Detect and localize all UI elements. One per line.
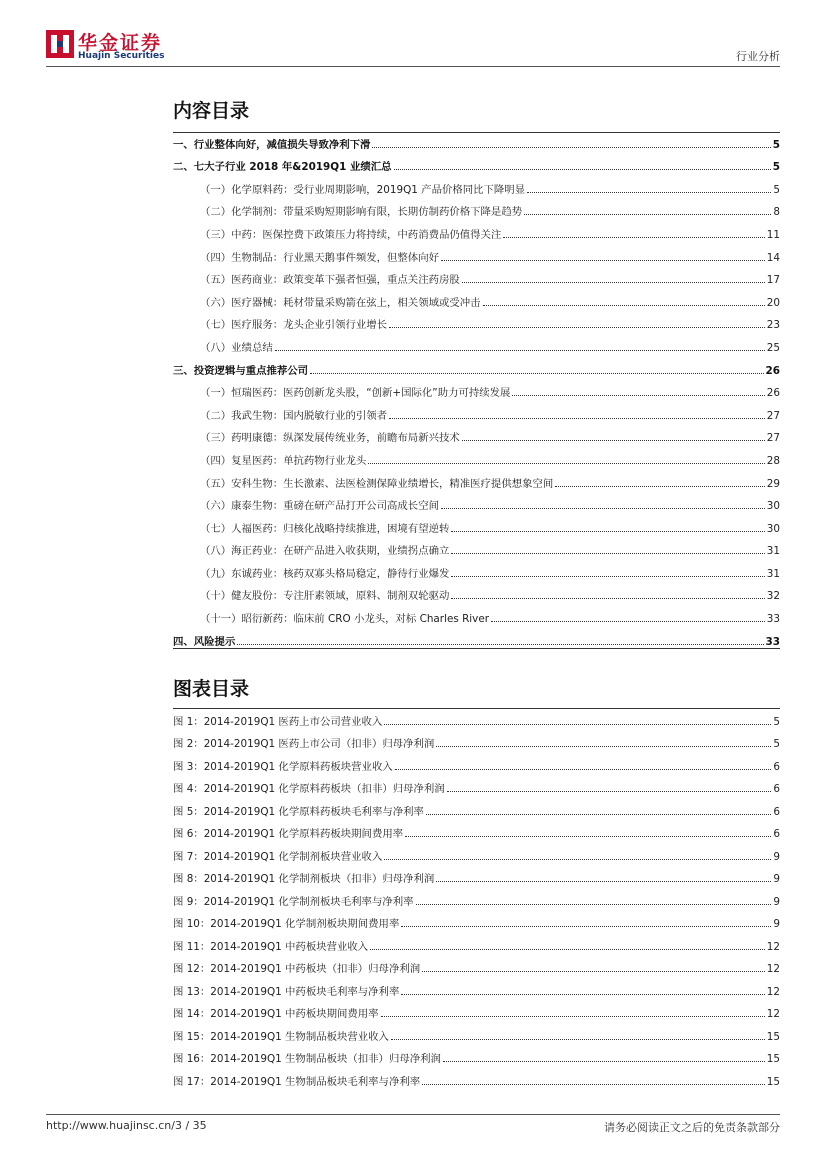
toc-entry[interactable]	[173, 512, 780, 535]
toc-entry-page: 31	[766, 567, 780, 580]
toc-entry[interactable]	[173, 602, 780, 625]
toc-entry-page: 26	[765, 364, 780, 377]
figure-entry-page: 9	[773, 873, 780, 885]
dot-leader	[527, 192, 771, 193]
dot-leader	[275, 350, 765, 351]
brand-name-en: Huajin Securities	[78, 51, 165, 61]
dot-leader	[368, 463, 765, 464]
toc-entry-text: （二）我武生物：国内脱敏行业的引领者	[200, 409, 388, 422]
figure-entry-page: 12	[766, 963, 780, 975]
toc-entry[interactable]	[173, 467, 780, 490]
dot-leader	[555, 486, 764, 487]
dot-leader	[405, 836, 771, 837]
figure-entry[interactable]	[173, 998, 780, 1021]
toc-list	[173, 128, 780, 648]
figure-entry-page: 9	[773, 918, 780, 930]
toc-entry[interactable]	[173, 309, 780, 332]
toc-entry-text: （七）人福医药：归核化战略持续推进，困境有望逆转	[200, 522, 450, 535]
dot-leader	[416, 904, 772, 905]
toc-entry-page: 8	[773, 206, 780, 219]
dot-leader	[451, 598, 764, 599]
toc-entry-text: （二）化学制剂：带量采购短期影响有限，长期仿制药价格下降是趋势	[200, 206, 523, 219]
dot-leader	[436, 746, 771, 747]
figure-entry[interactable]	[173, 840, 780, 863]
dot-leader	[389, 327, 765, 328]
dot-leader	[462, 282, 765, 283]
toc-entry-text: （八）海正药业：在研产品进入收获期，业绩拐点确立	[200, 545, 450, 558]
dot-leader	[384, 724, 771, 725]
huajin-logo-icon	[46, 30, 74, 58]
figure-entry-text: 图 8：2014-2019Q1 化学制剂板块（扣非）归母净利润	[173, 873, 435, 885]
figure-entry-page: 6	[773, 783, 780, 795]
figure-entry-text: 图 11：2014-2019Q1 中药板块营业收入	[173, 940, 369, 953]
toc-entry-page: 17	[766, 274, 780, 287]
toc-entry-page: 33	[765, 635, 780, 648]
figure-entry[interactable]	[173, 1043, 780, 1066]
toc-entry-text: （六）康泰生物：重磅在研产品打开公司高成长空间	[200, 500, 439, 513]
toc-entry[interactable]	[173, 264, 780, 287]
figure-entry-page: 15	[766, 1030, 780, 1043]
dot-leader	[381, 1016, 765, 1017]
toc-entry-page: 11	[766, 228, 780, 241]
dot-leader	[441, 508, 765, 509]
figure-entry-text: 图 2：2014-2019Q1 医药上市公司（扣非）归母净利润	[173, 738, 435, 750]
toc-entry-page: 5	[772, 161, 780, 174]
dot-leader	[389, 418, 765, 419]
figure-entry-text: 图 13：2014-2019Q1 中药板块毛利率与净利率	[173, 985, 400, 998]
figure-entry[interactable]	[173, 975, 780, 998]
dot-leader	[426, 814, 771, 815]
toc-entry[interactable]	[173, 286, 780, 309]
dot-leader	[401, 926, 771, 927]
figure-entry-page: 15	[766, 1075, 780, 1088]
toc-entry[interactable]	[173, 625, 780, 648]
toc-entry-text: （四）复星医药：单抗药物行业龙头	[200, 454, 367, 467]
figure-entry-page: 6	[773, 805, 780, 818]
figure-entry-page: 12	[766, 985, 780, 998]
dot-leader	[395, 769, 772, 770]
toc-entry[interactable]	[173, 354, 780, 377]
toc-entry[interactable]	[173, 151, 780, 174]
figure-entry[interactable]	[173, 908, 780, 931]
toc-entry-text: 四、风险提示	[173, 635, 236, 648]
figure-entry-text: 图 16：2014-2019Q1 生物制品板块（扣非）归母净利润	[173, 1053, 441, 1065]
toc-entry-page: 5	[773, 183, 780, 196]
toc-entry-text: 三、投资逻辑与重点推荐公司	[173, 364, 309, 377]
toc-entry-text: （十一）昭衍新药：临床前 CRO 小龙头，对标 Charles River	[200, 613, 489, 626]
figure-entry-text: 图 5：2014-2019Q1 化学原料药板块毛利率与净利率	[173, 805, 424, 818]
dot-leader	[441, 260, 765, 261]
toc-entry-page: 5	[772, 138, 780, 151]
toc-entry[interactable]	[173, 173, 780, 196]
figure-entry-text: 图 14：2014-2019Q1 中药板块期间费用率	[173, 1008, 379, 1020]
toc-entry[interactable]	[173, 331, 780, 354]
toc-entry-page: 31	[766, 545, 780, 558]
dot-leader	[422, 971, 765, 972]
figure-entry[interactable]	[173, 863, 780, 886]
toc-entry-text: 二、七大子行业 2018 年&2019Q1 业绩汇总	[173, 161, 392, 174]
toc-entry[interactable]	[173, 444, 780, 467]
figure-entry[interactable]	[173, 1065, 780, 1088]
dot-leader	[451, 553, 764, 554]
figure-entry-page: 12	[766, 940, 780, 953]
toc-entry-text: （三）中药：医保控费下政策压力将持续，中药消费品仍值得关注	[200, 228, 502, 241]
figures-list	[173, 705, 780, 1088]
figure-entry-text: 图 17：2014-2019Q1 生物制品板块毛利率与净利率	[173, 1075, 421, 1088]
toc-entry[interactable]	[173, 490, 780, 513]
toc-entry-page: 30	[766, 500, 780, 513]
toc-entry[interactable]	[173, 535, 780, 558]
figure-entry[interactable]	[173, 728, 780, 751]
footer-url[interactable]: http://www.huajinsc.cn/3 / 35	[46, 1119, 207, 1132]
figure-entry-page: 5	[773, 738, 780, 750]
toc-entry-text: （三）药明康德：纵深发展传统业务，前瞻布局新兴技术	[200, 432, 460, 445]
toc-entry-text: （一）化学原料药：受行业周期影响，2019Q1 产品价格同比下降明显	[200, 183, 526, 196]
figure-entry-page: 15	[766, 1053, 780, 1065]
toc-entry[interactable]	[173, 196, 780, 219]
figure-entry-page: 5	[773, 715, 780, 728]
toc-entry-page: 28	[766, 454, 780, 467]
figure-entry[interactable]	[173, 818, 780, 841]
figure-entry-text: 图 4：2014-2019Q1 化学原料药板块（扣非）归母净利润	[173, 783, 445, 795]
toc-bottom-rule	[173, 648, 780, 649]
toc-entry-text: （十）健友股份：专注肝素领域，原料、制剂双轮驱动	[200, 590, 450, 603]
figure-entry-page: 12	[766, 1008, 780, 1020]
toc-entry[interactable]	[173, 422, 780, 445]
figure-entry-text: 图 12：2014-2019Q1 中药板块（扣非）归母净利润	[173, 963, 421, 975]
figure-entry-page: 6	[773, 760, 780, 773]
figure-entry-text: 图 3：2014-2019Q1 化学原料药板块营业收入	[173, 760, 393, 773]
toc-entry-page: 32	[766, 590, 780, 603]
header-divider	[46, 66, 780, 67]
footer-disclaimer: 请务必阅读正文之后的免责条款部分	[604, 1121, 780, 1134]
figure-entry[interactable]	[173, 773, 780, 796]
toc-entry-page: 26	[766, 387, 780, 400]
toc-entry-page: 33	[766, 613, 780, 626]
toc-entry-page: 27	[766, 409, 780, 422]
toc-entry-text: 一、行业整体向好，减值损失导致净利下滑	[173, 138, 371, 151]
figure-entry-text: 图 7：2014-2019Q1 化学制剂板块营业收入	[173, 850, 383, 863]
toc-title: 内容目录	[173, 100, 250, 122]
toc-entry-text: （八）业绩总结	[200, 341, 273, 354]
figure-entry[interactable]	[173, 1020, 780, 1043]
toc-entry-text: （六）医疗器械：耗材带量采购箭在弦上，相关领域或受冲击	[200, 296, 481, 309]
report-type: 行业分析	[736, 50, 780, 63]
dot-leader	[512, 395, 764, 396]
toc-entry-text: （五）安科生物：生长激素、法医检测保障业绩增长，精准医疗提供想象空间	[200, 477, 554, 490]
figures-title: 图表目录	[173, 678, 250, 700]
toc-entry[interactable]	[173, 580, 780, 603]
dot-leader	[483, 305, 765, 306]
dot-leader	[394, 169, 771, 170]
toc-entry-text: （九）东诚药业：核药双寡头格局稳定，静待行业爆发	[200, 567, 450, 580]
toc-entry-page: 23	[766, 319, 780, 332]
toc-entry-text: （五）医药商业：政策变革下强者恒强，重点关注药房股	[200, 274, 460, 287]
figure-entry[interactable]	[173, 705, 780, 728]
figure-entry-page: 9	[773, 850, 780, 863]
toc-entry-page: 25	[766, 341, 780, 354]
figure-entry[interactable]	[173, 953, 780, 976]
toc-entry-text: （七）医疗服务：龙头企业引领行业增长	[200, 319, 388, 332]
dot-leader	[524, 214, 771, 215]
page-header	[46, 26, 780, 66]
toc-entry-text: （四）生物制品：行业黑天鹅事件频发，但整体向好	[200, 251, 439, 264]
figure-entry-page: 6	[773, 828, 780, 840]
dot-leader	[422, 1084, 765, 1085]
toc-entry[interactable]	[173, 128, 780, 151]
figure-entry-text: 图 15：2014-2019Q1 生物制品板块营业收入	[173, 1030, 389, 1043]
toc-entry[interactable]	[173, 399, 780, 422]
dot-leader	[451, 576, 764, 577]
dot-leader	[436, 881, 771, 882]
toc-entry-page: 30	[766, 522, 780, 535]
figure-entry[interactable]	[173, 930, 780, 953]
dot-leader	[391, 1039, 765, 1040]
toc-entry[interactable]	[173, 557, 780, 580]
dot-leader	[310, 373, 763, 374]
toc-entry-text: （一）恒瑞医药：医药创新龙头股，“创新+国际化”助力可持续发展	[200, 387, 511, 400]
dot-leader	[503, 237, 764, 238]
dot-leader	[237, 644, 763, 645]
figure-entry-text: 图 10：2014-2019Q1 化学制剂板块期间费用率	[173, 918, 400, 930]
toc-entry-page: 27	[766, 432, 780, 445]
footer-divider	[46, 1114, 780, 1115]
dot-leader	[462, 440, 765, 441]
toc-entry-page: 14	[766, 251, 780, 264]
toc-entry[interactable]	[173, 377, 780, 400]
dot-leader	[372, 147, 770, 148]
toc-entry-page: 29	[766, 477, 780, 490]
toc-entry-page: 20	[766, 296, 780, 309]
figure-entry[interactable]	[173, 750, 780, 773]
toc-entry[interactable]	[173, 218, 780, 241]
figure-entry-page: 9	[773, 895, 780, 908]
brand-name-cn: 华金证券	[78, 32, 163, 54]
figure-entry-text: 图 6：2014-2019Q1 化学原料药板块期间费用率	[173, 828, 404, 840]
figure-entry-text: 图 9：2014-2019Q1 化学制剂板块毛利率与净利率	[173, 895, 414, 908]
figure-entry-text: 图 1：2014-2019Q1 医药上市公司营业收入	[173, 715, 383, 728]
figure-entry[interactable]	[173, 795, 780, 818]
dot-leader	[401, 994, 764, 995]
dot-leader	[447, 791, 772, 792]
dot-leader	[443, 1061, 765, 1062]
dot-leader	[370, 949, 765, 950]
figure-entry[interactable]	[173, 885, 780, 908]
dot-leader	[491, 621, 765, 622]
toc-entry[interactable]	[173, 241, 780, 264]
dot-leader	[384, 859, 771, 860]
dot-leader	[451, 531, 764, 532]
